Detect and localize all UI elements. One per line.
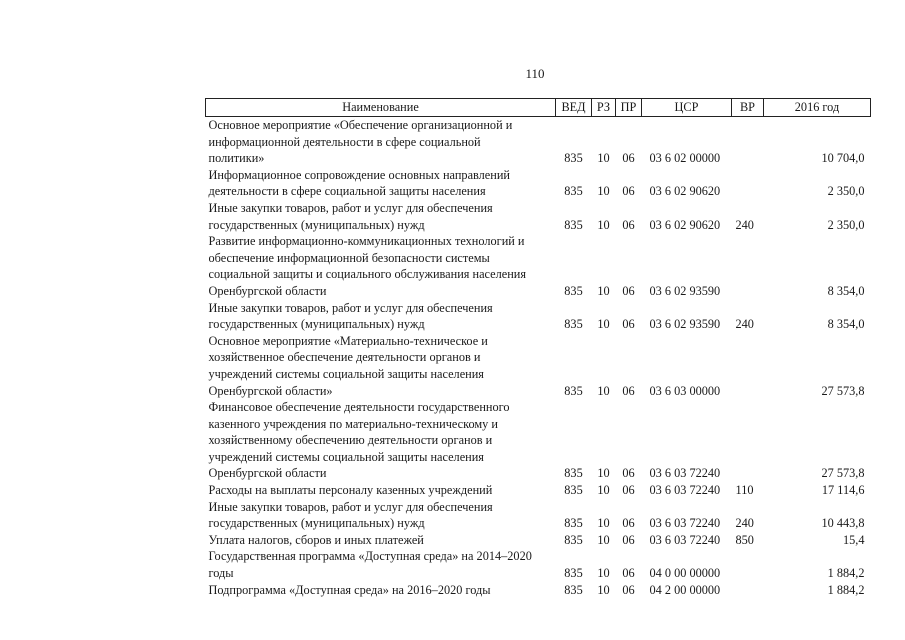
row-sum: 27 573,8 bbox=[821, 466, 865, 481]
budget-table bbox=[205, 98, 871, 598]
row-rz: 10 bbox=[597, 317, 610, 332]
row-vr: 240 bbox=[735, 317, 754, 332]
table-row bbox=[206, 399, 871, 482]
row-vr bbox=[732, 399, 764, 482]
row-ved: 835 bbox=[564, 516, 583, 531]
row-csr: 03 6 03 72240 bbox=[649, 466, 721, 481]
row-pr: 06 bbox=[622, 184, 635, 199]
row-vr: 850 bbox=[735, 532, 754, 547]
row-csr: 03 6 02 93590 bbox=[649, 317, 721, 332]
row-vr bbox=[732, 117, 764, 167]
row-rz: 10 bbox=[597, 516, 610, 531]
table-row bbox=[206, 548, 871, 581]
row-sum: 8 354,0 bbox=[827, 317, 865, 332]
table-row bbox=[206, 300, 871, 333]
row-name: Основное мероприятие «Материально-техническое и хозяйственное обеспечение деятельности органов и учреждений системы социальной защиты населения Оренбургской области» bbox=[208, 333, 488, 398]
row-name: Государственная программа «Доступная среда» на 2014–2020 годы bbox=[208, 549, 532, 581]
row-sum: 2 350,0 bbox=[827, 184, 865, 199]
row-pr: 06 bbox=[622, 151, 635, 166]
row-csr: 03 6 03 00000 bbox=[649, 383, 721, 398]
row-csr: 04 2 00 00000 bbox=[649, 582, 721, 597]
row-name: Подпрограмма «Доступная среда» на 2016–2020 годы bbox=[208, 582, 491, 597]
row-pr: 06 bbox=[622, 532, 635, 547]
row-csr: 04 0 00 00000 bbox=[649, 566, 721, 581]
header-vr: ВР bbox=[732, 99, 764, 117]
row-rz: 10 bbox=[597, 217, 610, 232]
row-vr: 240 bbox=[735, 516, 754, 531]
row-sum: 17 114,6 bbox=[821, 483, 865, 498]
row-pr: 06 bbox=[622, 383, 635, 398]
row-ved: 835 bbox=[564, 566, 583, 581]
row-sum: 15,4 bbox=[842, 532, 865, 547]
row-csr: 03 6 03 72240 bbox=[649, 516, 721, 531]
table-header-row bbox=[206, 99, 871, 117]
row-ved: 835 bbox=[564, 532, 583, 547]
row-vr: 240 bbox=[735, 217, 754, 232]
row-ved: 835 bbox=[564, 151, 583, 166]
row-pr: 06 bbox=[622, 582, 635, 597]
table-row bbox=[206, 532, 871, 549]
row-pr: 06 bbox=[622, 317, 635, 332]
table-row bbox=[206, 582, 871, 599]
row-name: Иные закупки товаров, работ и услуг для обеспечения государственных (муниципальных) нужд bbox=[208, 200, 493, 232]
table-row bbox=[206, 482, 871, 499]
row-ved: 835 bbox=[564, 582, 583, 597]
row-ved: 835 bbox=[564, 383, 583, 398]
row-csr: 03 6 02 00000 bbox=[649, 151, 721, 166]
row-ved: 835 bbox=[564, 217, 583, 232]
row-ved: 835 bbox=[564, 184, 583, 199]
header-rz: РЗ bbox=[592, 99, 616, 117]
page-number: 110 bbox=[525, 66, 545, 81]
row-pr: 06 bbox=[622, 217, 635, 232]
row-name: Основное мероприятие «Обеспечение организационной и информационной деятельности в сфере социальной политики» bbox=[208, 118, 513, 166]
row-name: Расходы на выплаты персоналу казенных учреждений bbox=[208, 483, 493, 498]
row-rz: 10 bbox=[597, 151, 610, 166]
row-name: Уплата налогов, сборов и иных платежей bbox=[208, 532, 424, 547]
row-vr bbox=[732, 582, 764, 599]
row-name: Иные закупки товаров, работ и услуг для обеспечения государственных (муниципальных) нужд bbox=[208, 499, 493, 531]
row-vr bbox=[732, 333, 764, 399]
table-body bbox=[206, 117, 871, 599]
table-row bbox=[206, 200, 871, 233]
table-row bbox=[206, 117, 871, 167]
row-rz: 10 bbox=[597, 582, 610, 597]
row-csr: 03 6 02 93590 bbox=[649, 283, 721, 298]
row-pr: 06 bbox=[622, 566, 635, 581]
row-rz: 10 bbox=[597, 566, 610, 581]
row-pr: 06 bbox=[622, 516, 635, 531]
header-name: Наименование bbox=[206, 99, 556, 117]
header-year: 2016 год bbox=[764, 99, 871, 117]
row-sum: 8 354,0 bbox=[827, 283, 865, 298]
table-row bbox=[206, 499, 871, 532]
row-sum: 1 884,2 bbox=[827, 566, 865, 581]
row-rz: 10 bbox=[597, 483, 610, 498]
header-csr: ЦСР bbox=[642, 99, 732, 117]
row-vr: 110 bbox=[735, 483, 754, 498]
row-sum: 10 704,0 bbox=[821, 151, 865, 166]
header-ved: ВЕД bbox=[556, 99, 592, 117]
row-rz: 10 bbox=[597, 466, 610, 481]
row-vr bbox=[732, 548, 764, 581]
row-pr: 06 bbox=[622, 283, 635, 298]
row-sum: 10 443,8 bbox=[821, 516, 865, 531]
row-rz: 10 bbox=[597, 283, 610, 298]
row-name: Иные закупки товаров, работ и услуг для обеспечения государственных (муниципальных) нужд bbox=[208, 300, 493, 332]
row-csr: 03 6 02 90620 bbox=[649, 184, 721, 199]
row-vr bbox=[732, 233, 764, 299]
row-sum: 27 573,8 bbox=[821, 383, 865, 398]
row-name: Информационное сопровождение основных направлений деятельности в сфере социальной защиты населения bbox=[208, 167, 511, 199]
table-row bbox=[206, 233, 871, 299]
row-rz: 10 bbox=[597, 184, 610, 199]
row-csr: 03 6 02 90620 bbox=[649, 217, 721, 232]
row-ved: 835 bbox=[564, 483, 583, 498]
row-name: Развитие информационно-коммуникационных технологий и обеспечение информационной безопасности системы социальной защиты и социального обслуживания населения Оренбургской области bbox=[208, 234, 527, 298]
row-ved: 835 bbox=[564, 283, 583, 298]
row-sum: 2 350,0 bbox=[827, 217, 865, 232]
row-csr: 03 6 03 72240 bbox=[649, 532, 721, 547]
row-csr: 03 6 03 72240 bbox=[649, 483, 721, 498]
row-pr: 06 bbox=[622, 483, 635, 498]
table-row bbox=[206, 167, 871, 200]
row-name: Финансовое обеспечение деятельности государственного казенного учреждения по материально-техническому и хозяйственному обеспечению деятельности органов и учреждений системы социальной защиты населения Оренбургской области bbox=[208, 400, 510, 481]
row-rz: 10 bbox=[597, 383, 610, 398]
row-vr bbox=[732, 167, 764, 200]
row-sum: 1 884,2 bbox=[827, 582, 865, 597]
row-pr: 06 bbox=[622, 466, 635, 481]
table-header bbox=[206, 99, 871, 117]
row-ved: 835 bbox=[564, 317, 583, 332]
row-rz: 10 bbox=[597, 532, 610, 547]
row-ved: 835 bbox=[564, 466, 583, 481]
table-row bbox=[206, 333, 871, 399]
header-pr: ПР bbox=[616, 99, 642, 117]
